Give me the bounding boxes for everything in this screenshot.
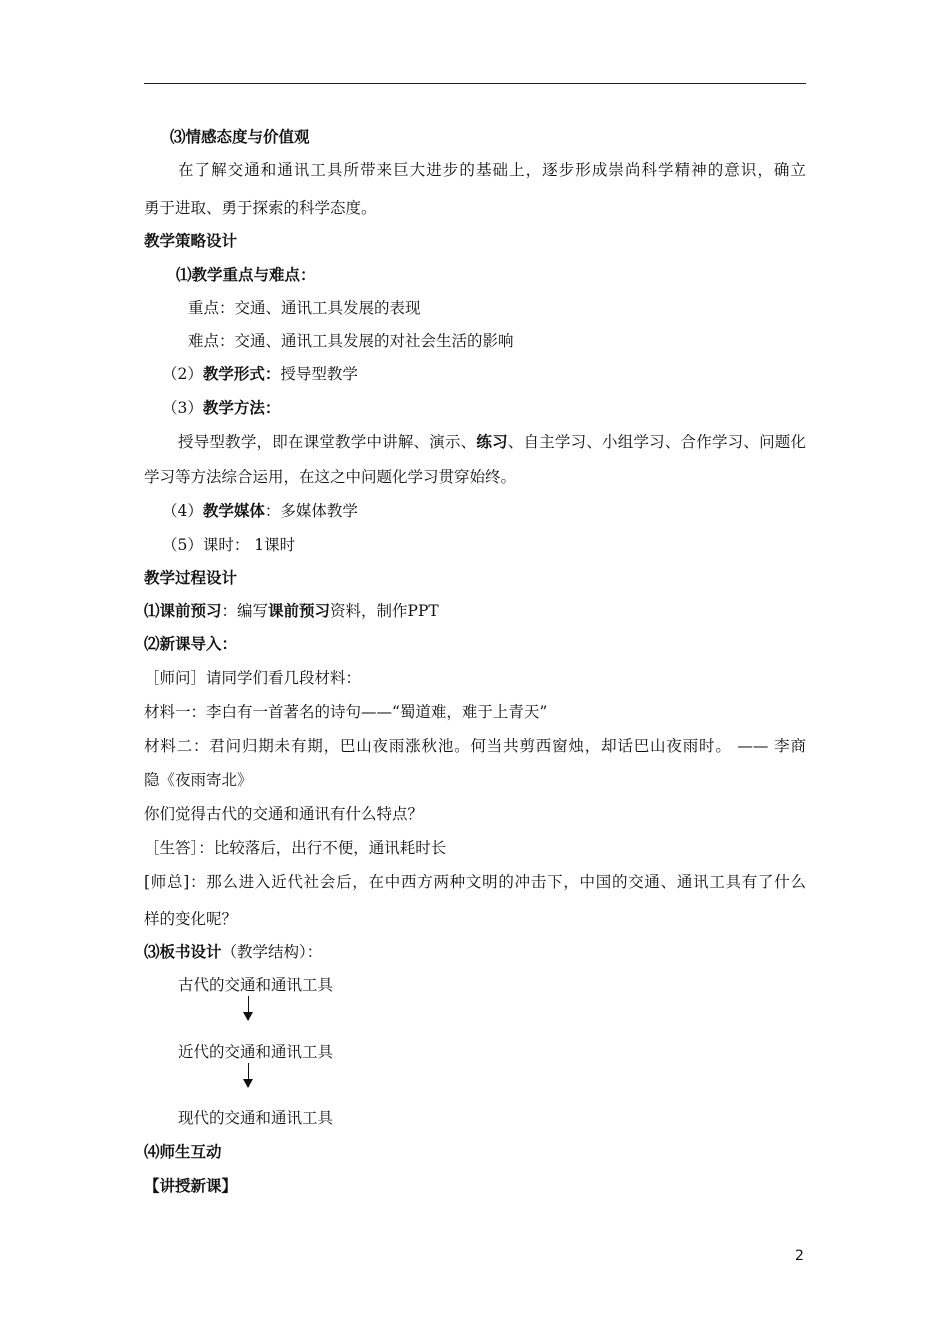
paragraph-line: 学习等方法综合运用，在这之中问题化学习贯穿始终。 [144,468,517,486]
section-heading-process: 教学过程设计 [144,568,238,587]
paragraph-line: [师总]：那么进入近代社会后，在中西方两种文明的冲击下，中国的交通、通讯工具有了什么 [144,873,806,891]
list-item: （5）课时： 1课时 [162,536,296,554]
paragraph-line: ⑴课前预习：编写课前预习资料，制作PPT [144,601,439,620]
page-number: 2 [795,1248,804,1264]
header-rule [144,83,806,84]
paragraph-line: 材料二：君问归期未有期，巴山夜雨涨秋池。何当共剪西窗烛，却话巴山夜雨时。 —— 李商 [144,737,806,755]
paragraph-line: 材料一：李白有一首著名的诗句——“蜀道难，难于上青天” [144,703,548,721]
paragraph-line: 重点：交通、通讯工具发展的表现 [188,299,421,317]
paragraph-line: ［师问］请同学们看几段材料： [144,669,362,687]
paragraph-line: 授导型教学，即在课堂教学中讲解、演示、练习、自主学习、小组学习、合作学习、问题化 [178,432,806,451]
subheading-interaction: ⑷师生互动 [144,1142,222,1161]
down-arrow-icon [248,1063,249,1087]
paragraph-line: 你们觉得古代的交通和通讯有什么特点？ [144,805,424,823]
paragraph-line: ［生答］：比较落后，出行不便，通讯耗时长 [144,839,447,857]
paragraph-line: 在了解交通和通讯工具所带来巨大进步的基础上，逐步形成崇尚科学精神的意识，确立 [178,161,806,179]
board-item-ancient: 古代的交通和通讯工具 [178,976,334,994]
list-item: （2）教学形式：授导型教学 [162,364,358,383]
paragraph-line: 隐《夜雨寄北》 [144,771,253,789]
subheading-key-points: ⑴教学重点与难点： [176,265,316,284]
board-item-contemporary: 现代的交通和通讯工具 [178,1109,334,1127]
subheading-new-lesson: 【讲授新课】 [144,1176,238,1195]
paragraph-line: 难点：交通、通讯工具发展的对社会生活的影响 [188,332,514,350]
subheading-intro: ⑵新课导入： [144,634,238,653]
list-item: （3）教学方法： [162,398,281,417]
subheading-board-design: ⑶板书设计（教学结构）： [144,942,323,961]
list-item: （4）教学媒体：多媒体教学 [162,501,358,520]
paragraph-line: 样的变化呢？ [144,910,238,928]
section-heading-strategy: 教学策略设计 [144,231,238,250]
board-item-modern-era: 近代的交通和通讯工具 [178,1043,334,1061]
down-arrow-icon [248,996,249,1020]
section-heading-attitude: ⑶情感态度与价值观 [170,127,310,146]
paragraph-line: 勇于进取、勇于探索的科学态度。 [144,199,377,217]
